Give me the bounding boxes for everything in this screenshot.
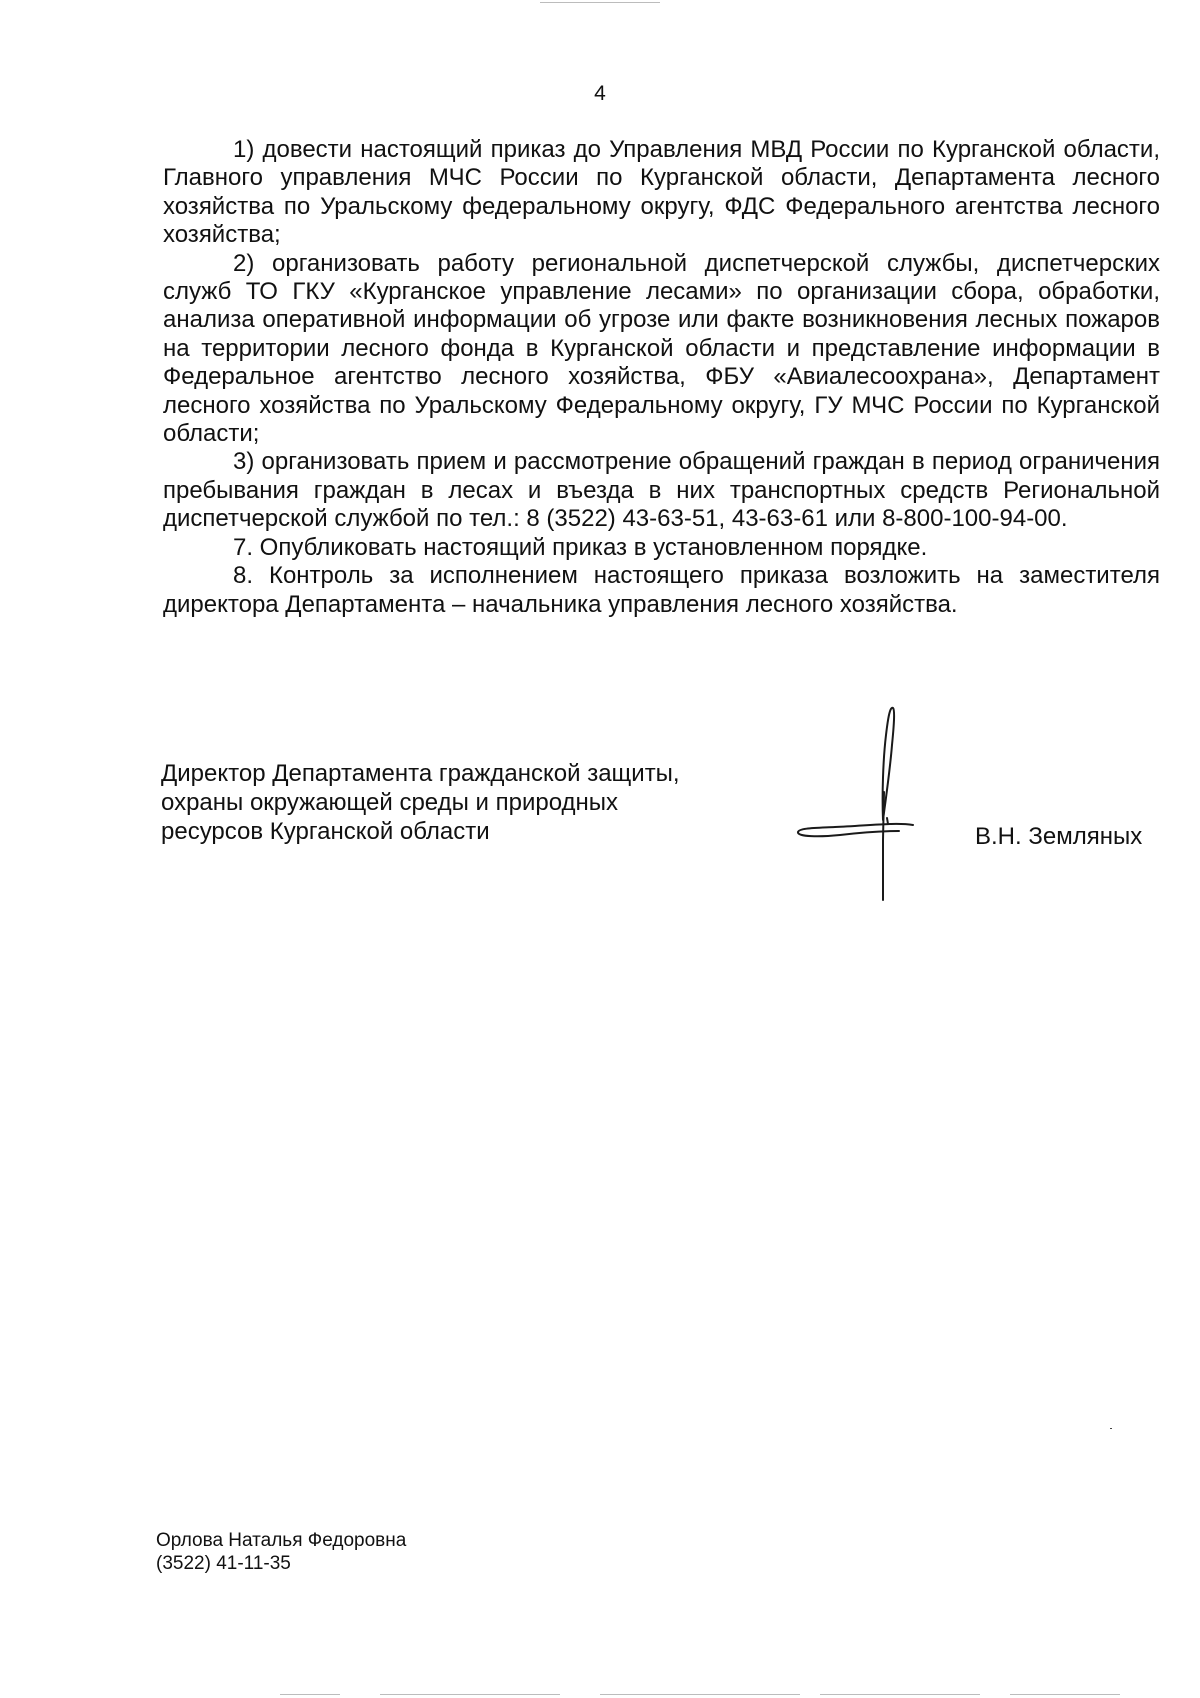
scan-artifact [820, 1694, 980, 1695]
scan-artifact [540, 2, 660, 3]
signatory-position [161, 759, 761, 846]
paragraph-item-3: 3) организовать прием и рассмотрение обращений граждан в период ограничения пребывания граждан в лесах и въезда в них транспортных средств Региональной диспетчерской службой по тел.: 8 (3522) 43-63-51, 43-63-61 или 8-800-100-94-00. [163, 448, 1160, 533]
scan-artifact [380, 1694, 560, 1695]
signatory-position-line: Директор Департамента гражданской защиты, [161, 760, 680, 787]
scan-artifact [1010, 1694, 1120, 1695]
executor-info [156, 1529, 406, 1575]
signatory-position-line: охраны окружающей среды и природных [161, 789, 619, 816]
signer-name: В.Н. Земляных [975, 823, 1143, 850]
handwritten-signature [795, 700, 920, 905]
page-number: 4 [594, 82, 606, 105]
paragraph-item-8: 8. Контроль за исполнением настоящего приказа возложить на заместителя директора Департамента – начальника управления лесного хозяйства. [163, 562, 1160, 618]
scan-artifact [600, 1694, 800, 1695]
paragraph-item-2: 2) организовать работу региональной диспетчерской службы, диспетчерских служб ТО ГКУ «Курганское управление лесами» по организации сбора, обработки, анализа оперативной информации об угрозе или факте возникновения лесных пожаров на территории лесного фонда в Курганской области и представление информации в Федеральное агентство лесного хозяйства, ФБУ «Авиалесоохрана», Департамент лесного хозяйства по Уральскому Федеральному округу, ГУ МЧС России по Курганской области; [163, 249, 1160, 448]
paragraph-item-1: 1) довести настоящий приказ до Управления МВД России по Курганской области, Главного управления МЧС России по Курганской области, Департамента лесного хозяйства по Уральскому федеральному округу, ФДС Федерального агентства лесного хозяйства; [163, 136, 1160, 249]
paragraph-item-7: 7. Опубликовать настоящий приказ в установленном порядке. [233, 533, 928, 561]
signatory-position-line: ресурсов Курганской области [161, 818, 490, 845]
executor-name: Орлова Наталья Федоровна [156, 1530, 407, 1551]
order-body [163, 136, 1160, 619]
scan-artifact [280, 1694, 340, 1695]
executor-phone: (3522) 41-11-35 [156, 1553, 291, 1574]
scan-artifact [1110, 1428, 1112, 1429]
